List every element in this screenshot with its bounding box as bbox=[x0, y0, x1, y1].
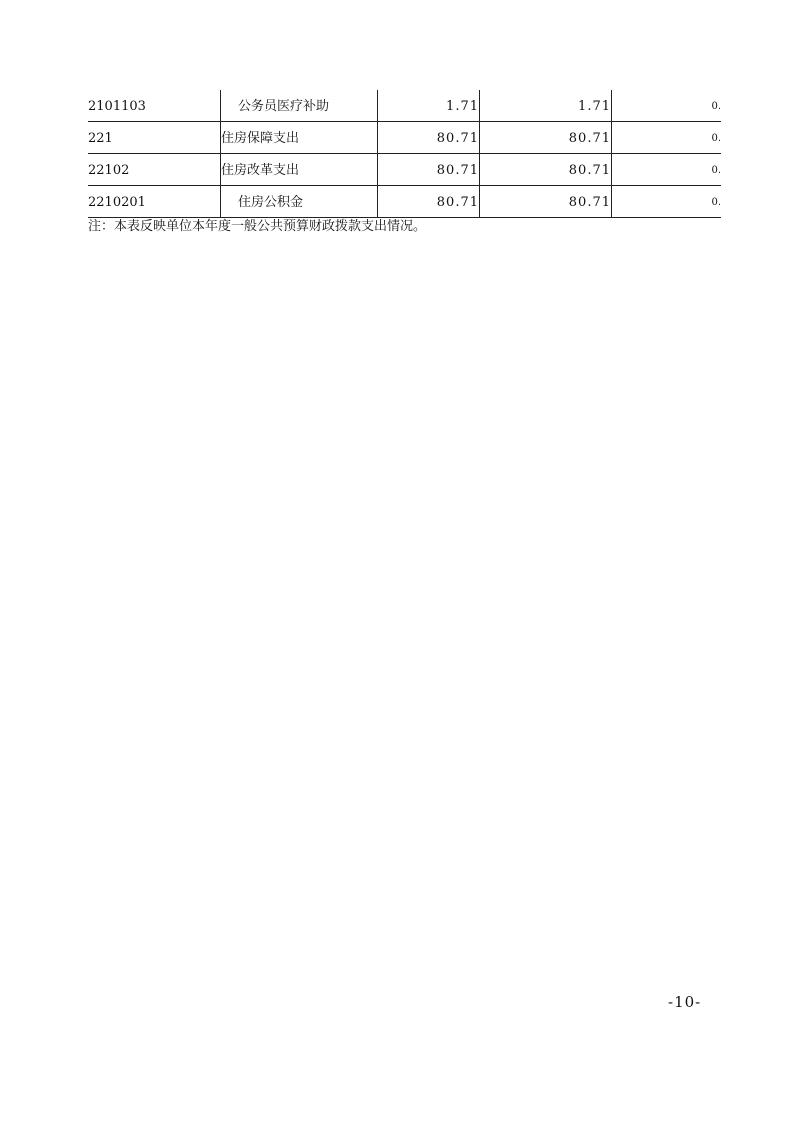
row-value-3: 0. bbox=[711, 197, 721, 208]
row-value-1: 80.71 bbox=[436, 195, 479, 210]
row-value-2: 80.71 bbox=[568, 131, 611, 146]
table-footnote: 注：本表反映单位本年度一般公共预算财政拨款支出情况。 bbox=[88, 219, 427, 234]
row-value-3: 0. bbox=[711, 101, 721, 112]
row-value-2: 80.71 bbox=[568, 195, 611, 210]
page-number: -10- bbox=[668, 993, 702, 1011]
row-value-1: 1.71 bbox=[446, 99, 479, 114]
table-row bbox=[88, 186, 721, 217]
row-name: 住房保障支出 bbox=[221, 131, 300, 146]
row-name: 住房公积金 bbox=[238, 195, 304, 210]
row-value-1: 80.71 bbox=[436, 131, 479, 146]
row-value-3: 0. bbox=[711, 165, 721, 176]
row-code: 2210201 bbox=[88, 195, 146, 210]
expenditure-table bbox=[88, 90, 721, 218]
row-name: 公务员医疗补助 bbox=[238, 99, 330, 114]
row-value-2: 1.71 bbox=[578, 99, 611, 114]
table-row bbox=[88, 122, 721, 154]
table-row bbox=[88, 90, 721, 122]
table-row bbox=[88, 154, 721, 186]
row-value-1: 80.71 bbox=[436, 163, 479, 178]
row-code: 221 bbox=[88, 131, 113, 146]
row-value-3: 0. bbox=[711, 133, 721, 144]
row-name: 住房改革支出 bbox=[221, 163, 300, 178]
row-code: 2101103 bbox=[88, 99, 146, 114]
row-code: 22102 bbox=[88, 163, 130, 178]
row-value-2: 80.71 bbox=[568, 163, 611, 178]
